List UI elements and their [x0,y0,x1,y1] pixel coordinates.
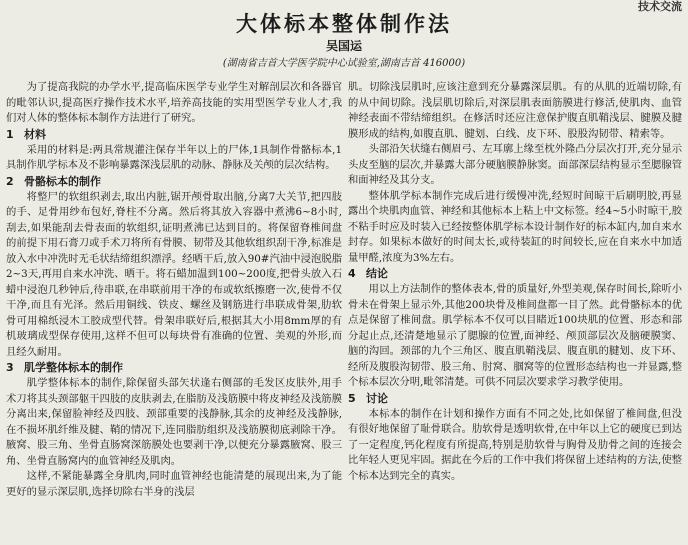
section-2-heading: 2 骨骼标本的制作 [6,174,101,188]
right-column [348,80,682,542]
section-3-heading: 3 肌学整体标本的制作 [6,361,123,374]
continued-paragraph-3: 整体肌学标本制作完成后进行缓慢冲洗,经短时间晾干后刷明胶,再显露出个块肌肉血管、神经和其他标本上粘上中文标签。经4~5小时晾干,胶不粘手时应及时装入已经按整体肌学标本设计制作好的标本缸内,加自来水封存。如果标本做好的时间太长,或待装缸的时间较长,应在自来水中加适量甲醛,浓度为3%左右。 [348,189,682,264]
section-1-paragraph: 采用的材料是:两具常规灌注保存半年以上的尸体,1具制作骨骼标本,1具制作肌学标本及不影响暴露深浅层肌的动脉、静脉及关颅的层次结构。 [6,143,342,171]
section-3-paragraph-2: 这样,不紧能暴露全身肌肉,同时血管神经也能清楚的展现出来,为了能更好的显示深层肌,选择切除右半身的浅层 [6,470,342,498]
section-2-paragraph: 将整尸的软组织剥去,取出内脏,锯开颅骨取出脑,分离7大关节,把四肢的手、足骨用纱布包好,脊柱不分离。然后将其放入容器中煮沸6~8小时,刮去,如果能刮去骨表面的软组织,证明煮沸已达到目的。将保留脊椎间盘的前提下用石膏刀或手术刀将所有骨膜、韧带及其他软组织刮干净,标准是放入水中冲洗时无毛状结缔组织漂浮。经晒干后,放入90#汽油中浸泡脱脂2~3天,再用自来水冲洗、晒干。将石蜡加温到100~200度,把骨头放入石蜡中浸泡几秒钟后,待串联,在串联前用干净的布或软纸擦磨一次,使骨不仅干净,而且有光泽。然后用铜线、铁皮、螺丝及钢筋进行串联成骨架,肋软骨可用棉纸浸木工胶成型代替。骨架串联好后,根据其大小用8mm厚的有机玻璃成型保存使用,这样不但可以每块骨有准确的位置、美观的外形,而且经久耐用。 [6,190,342,358]
section-4-heading: 4 结论 [348,267,388,280]
article-title: 大体标本整体制作法 [236,12,452,36]
section-4-paragraph: 用以上方法制作的整体表本,骨的质量好,外型美观,保存时间长,除听小骨未在骨架上显示外,其他200块骨及椎间盘都一目了然。此骨骼标本的优点是保留了椎间盘。肌学标本不仅可以目睹近100块肌的位置、形态和部分起止点,还清楚地显示了腮腺的位置,面神经、颅顶部层次及脑硬膜窦、脑的沟回。颈部的九个三角区、腹直肌鞘浅层、腹直肌的腱划、皮下环、经所及腹股沟韧带、股三角、肘窝、腘窝等的位置形态结构也一并显露,整个标本层次分明,毗邻清楚。可供不同层次要求学习教学使用。 [348,283,682,388]
section-1-heading: 1 材料 [6,127,46,141]
continued-paragraph-2: 头部沿矢状缝右侧眉弓、左耳廓上缘至枕外隆凸分层次打开,充分显示头皮至脑的层次,并暴露大部分硬脑膜静脉窦。面部深层结构显示至腮腺管和面神经及其分支。 [348,143,682,186]
author-name: 吴国运 [325,39,362,53]
continued-paragraph-1: 肌。切除浅层肌时,应该注意到充分暴露深层肌。有的从肌的近端切除,有的从中间切除。浅层肌切除后,对深层肌表面筋膜进行修活,使肌肉、血管神经表面不带结缔组织。在修活时还应注意保护腹直肌鞘浅层、腱膜及腱膜形成的结构,如腹直肌、腱划、白线、皮下环、股股沟韧带、精索等。 [348,81,682,140]
section-corner-label: 技术交流 [638,0,682,13]
left-column [6,80,342,542]
section-3-paragraph: 肌学整体标本的制作,除保留头部矢状逢右侧部的毛发区皮肤外,用手术刀将其头颈部躯干四肢的皮肤剥去,在脂肪及浅筋膜中将皮神经及浅筋膜分离出来,保留脸神经及四肢、颈部重要的浅静脉,其余的皮神经及浅静脉,在不损坏肌纤维及腱、鞘的情况下,连同脂肪组织及浅筋膜彻底剥除干净。腋窝、股三角、坐骨直肠窝深筋膜处也要剥干净,以便充分暴露腋窝、股三角、坐骨直肠窝内的血管神经及肌肉。 [6,377,342,467]
section-5-heading: 5 讨论 [348,391,388,405]
intro-paragraph: 为了提高我院的办学水平,提高临床医学专业学生对解剖层次和各器官的毗邻认识,提高医疗操作技术水平,培养高技能的实用型医学专业人才,我们对人体的整体标本制作方法进行了研究。 [6,81,342,124]
author-affiliation: (湖南省吉首大学医学院中心试验室,湖南吉首 416000) [222,58,466,69]
section-5-paragraph: 本标本的制作在计划和操作方面有不同之处,比如保留了椎间盘,但没有很好地保留了耻骨联合。肋软骨是透明软骨,在中年以上它的硬度已到达了一定程度,钙化程度有所提高,特别是肋软骨与胸骨及肋骨之间的连接会比年轻人更见牢固。据此在今后的工作中我们将保留上述结构的方法,使整个标本达到完全的真实。 [348,407,682,482]
